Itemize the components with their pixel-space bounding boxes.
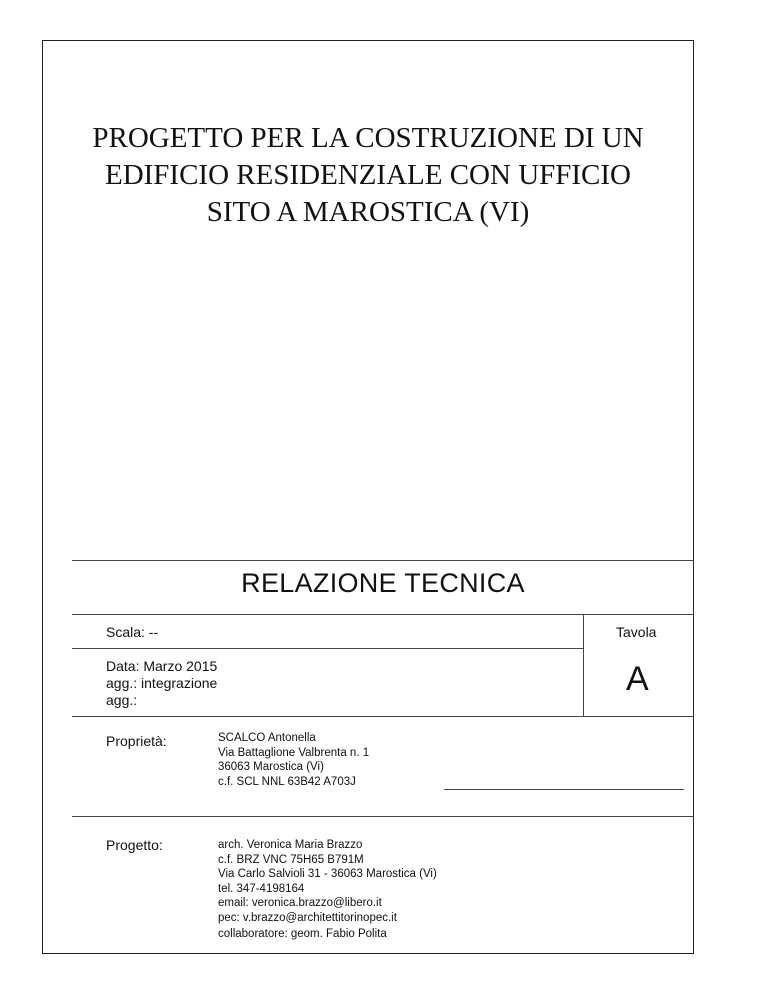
scala-divider-line xyxy=(72,648,583,649)
tavola-label: Tavola xyxy=(616,624,657,640)
progetto-line-1: arch. Veronica Maria Brazzo xyxy=(218,839,363,851)
progetto-line-6: pec: v.brazzo@architettitorinopec.it xyxy=(218,911,397,924)
progetto-line-5: email: veronica.brazzo@libero.it xyxy=(218,897,382,909)
progetto-line-3: Via Carlo Salvioli 31 - 36063 Marostica (Vi) xyxy=(218,868,437,880)
proprieta-label: Proprietà: xyxy=(106,733,167,749)
project-title xyxy=(42,120,694,231)
progetto-label: Progetto: xyxy=(106,837,163,853)
title-block-top-line xyxy=(72,560,694,561)
proprieta-line-3: 36063 Marostica (Vi) xyxy=(218,761,324,773)
data-divider-line xyxy=(72,716,694,717)
proprieta-details xyxy=(218,731,369,789)
section-title: RELAZIONE TECNICA xyxy=(241,568,525,598)
proprieta-line-2: Via Battaglione Valbrenta n. 1 xyxy=(218,746,370,759)
proprieta-line-4: c.f. SCL NNL 63B42 A703J xyxy=(218,775,356,788)
scala-text: Scala: -- xyxy=(106,624,159,640)
progetto-line-2: c.f. BRZ VNC 75H65 B791M xyxy=(218,853,364,866)
tavola-value: A xyxy=(626,660,649,698)
project-title-line-1: PROGETTO PER LA COSTRUZIONE DI UN xyxy=(92,122,644,154)
proprieta-divider-line xyxy=(72,816,694,817)
progetto-line-4: tel. 347-4198164 xyxy=(218,882,305,895)
section-divider-line xyxy=(72,614,694,615)
agg-line-2: agg.: xyxy=(106,692,138,708)
project-title-line-3: SITO A MAROSTICA (VI) xyxy=(206,196,530,228)
proprieta-line-1: SCALCO Antonella xyxy=(218,732,316,744)
tavola-divider-line xyxy=(583,614,584,716)
data-line: Data: Marzo 2015 xyxy=(106,658,218,674)
signature-line xyxy=(444,789,684,790)
project-title-line-2: EDIFICIO RESIDENZIALE CON UFFICIO xyxy=(104,159,631,191)
agg-line-1: agg.: integrazione xyxy=(106,675,218,691)
collaboratore-text: collaboratore: geom. Fabio Polita xyxy=(218,928,387,940)
progetto-details xyxy=(218,838,437,925)
